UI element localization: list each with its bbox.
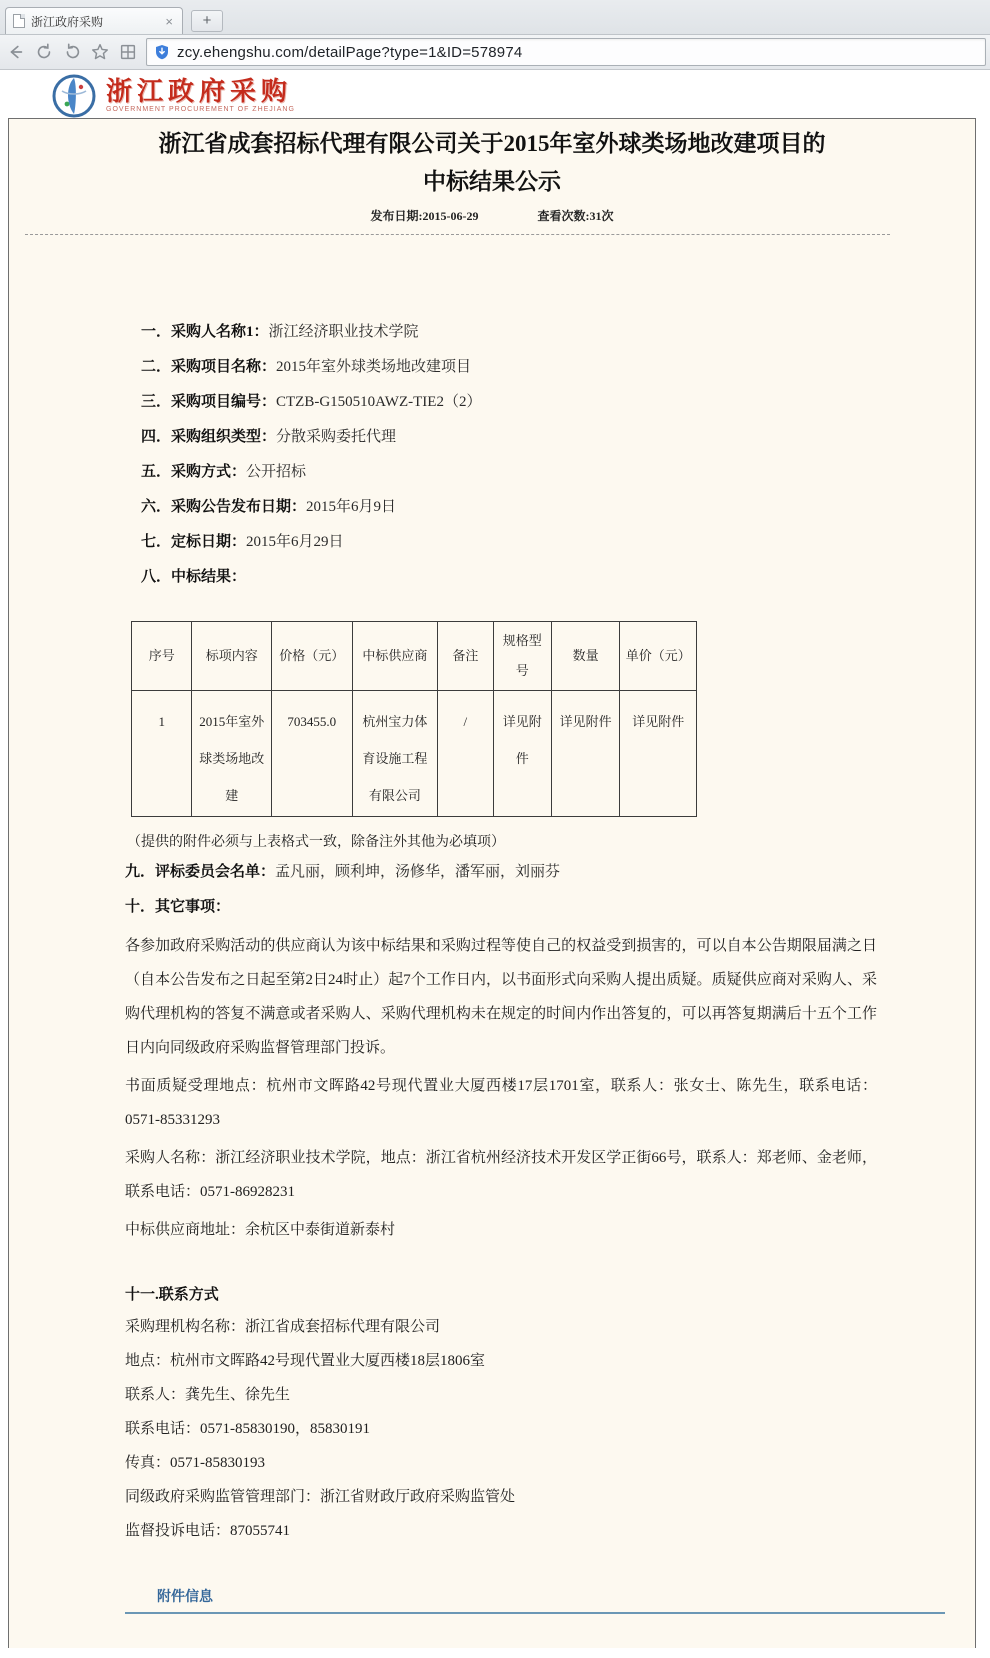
article-meta (9, 207, 975, 224)
site-logo-icon (52, 74, 96, 118)
col-单价: 单价（元） (620, 622, 697, 691)
cell-remark: / (438, 691, 493, 817)
contact-complaint-phone: 监督投诉电话：87055741 (125, 1523, 291, 1539)
site-header (0, 70, 990, 118)
site-logo-text (106, 79, 295, 113)
item-evaluation-committee: 九．评标委员会名单：孟凡丽，顾利坤，汤修华，潘军丽，刘丽芬 (125, 864, 561, 880)
item-purchaser-name: 一．采购人名称1：浙江经济职业技术学院 (141, 324, 419, 340)
contact-person: 联系人：龚先生、徐先生 (125, 1387, 291, 1403)
table-row (132, 691, 697, 817)
new-tab-button[interactable]: + (191, 10, 223, 32)
cell-qty: 详见附件 (551, 691, 619, 817)
col-标项内容: 标项内容 (192, 622, 272, 691)
table-note: （提供的附件必须与上表格式一致，除备注外其他为必填项） (127, 835, 505, 850)
cell-item: 2015年室外球类场地改建 (192, 691, 272, 817)
item-announce-date: 六．采购公告发布日期：2015年6月9日 (141, 499, 397, 515)
cell-price: 703455.0 (271, 691, 352, 817)
tab-bar (0, 0, 990, 35)
shield-icon (154, 44, 170, 60)
view-count: 查看次数:31次 (537, 209, 614, 223)
col-规格型号: 规格型号 (493, 622, 551, 691)
cell-supplier: 杭州宝力体育设施工程有限公司 (352, 691, 438, 817)
item-other-matters: 十．其它事项： (125, 899, 231, 915)
contact-phone: 联系电话：0571-85830190，85830191 (125, 1421, 370, 1437)
webpage (0, 70, 990, 1658)
document-body (125, 315, 877, 1614)
refresh-icon[interactable] (32, 40, 56, 64)
attachment-title: 附件信息 (157, 1588, 213, 1604)
table-header-row (132, 622, 697, 691)
page-icon (13, 14, 25, 28)
col-数量: 数量 (551, 622, 619, 691)
undo-icon[interactable] (60, 40, 84, 64)
col-备注: 备注 (438, 622, 493, 691)
title-line-1: 浙江省成套招标代理有限公司关于2015年室外球类场地改建项目的 (158, 131, 826, 156)
cell-spec: 详见附件 (493, 691, 551, 817)
contact-address: 地点：杭州市文晖路42号现代置业大厦西楼18层1806室 (125, 1353, 486, 1369)
site-subtitle: GOVERNMENT PROCUREMENT OF ZHEJIANG (106, 106, 295, 113)
nav-icons (4, 40, 140, 64)
cell-seq: 1 (132, 691, 192, 817)
attachment-section (125, 1586, 877, 1614)
back-icon[interactable] (4, 40, 28, 64)
item-project-number: 三．采购项目编号：CTZB-G150510AWZ-TIE2（2） (141, 394, 482, 410)
attachment-divider (125, 1612, 945, 1614)
grid-icon[interactable] (116, 40, 140, 64)
contact-supervision-dept: 同级政府采购监管管理部门：浙江省财政厅政府采购监管处 (125, 1489, 516, 1505)
col-中标供应商: 中标供应商 (352, 622, 438, 691)
contact-section-title: 十一.联系方式 (125, 1287, 219, 1303)
contact-fax: 传真：0571-85830193 (125, 1455, 265, 1471)
url-bar[interactable] (146, 38, 986, 66)
star-icon[interactable] (88, 40, 112, 64)
item-organization-type: 四．采购组织类型：分散采购委托代理 (141, 429, 397, 445)
dispute-address-paragraph: 书面质疑受理地点：杭州市文晖路42号现代置业大厦西楼17层1701室，联系人：张女士、陈先生，联系电话：0571-85331293 (125, 1078, 877, 1128)
item-award-date: 七．定标日期：2015年6月29日 (141, 534, 344, 550)
col-序号: 序号 (132, 622, 192, 691)
purchaser-info-paragraph: 采购人名称：浙江经济职业技术学院，地点：浙江省杭州经济技术开发区学正街66号，联系人：郑老师、金老师，联系电话：0571-86928231 (125, 1150, 877, 1200)
url-text: zcy.ehengshu.com/detailPage?type=1&ID=578974 (177, 43, 523, 61)
browser-toolbar (0, 35, 990, 70)
browser-tab[interactable] (5, 7, 183, 34)
bid-result-table (131, 621, 697, 817)
tab-title: 浙江政府采购 (31, 14, 104, 29)
item-procurement-method: 五．采购方式：公开招标 (141, 464, 307, 480)
page-title (39, 125, 945, 201)
meta-divider (25, 234, 890, 235)
cell-unit-price: 详见附件 (620, 691, 697, 817)
title-line-2: 中标结果公示 (423, 169, 561, 194)
dispute-paragraph: 各参加政府采购活动的供应商认为该中标结果和采购过程等使自己的权益受到损害的，可以自本公告期限届满之日（自本公告发布之日起至第2日24时止）起7个工作日内，以书面形式向采购人提出质疑。质疑供应商对采购人、采购代理机构的答复不满意或者采购人、采购代理机构未在规定的时间内作出答复的，可以再答复期满后十五个工作日内向同级政府采购监督管理部门投诉。 (125, 938, 877, 1056)
publish-date: 发布日期:2015-06-29 (370, 209, 479, 223)
supplier-address-paragraph: 中标供应商地址：余杭区中泰街道新泰村 (125, 1222, 396, 1238)
site-title: 浙江政府采购 (106, 77, 293, 106)
col-价格: 价格（元） (271, 622, 352, 691)
tab-close-icon[interactable]: × (165, 13, 173, 29)
item-bid-result: 八．中标结果： (141, 569, 247, 585)
announcement-document (8, 118, 976, 1648)
contact-agency-name: 采购理机构名称：浙江省成套招标代理有限公司 (125, 1319, 441, 1335)
item-project-name: 二．采购项目名称：2015年室外球类场地改建项目 (141, 359, 472, 375)
